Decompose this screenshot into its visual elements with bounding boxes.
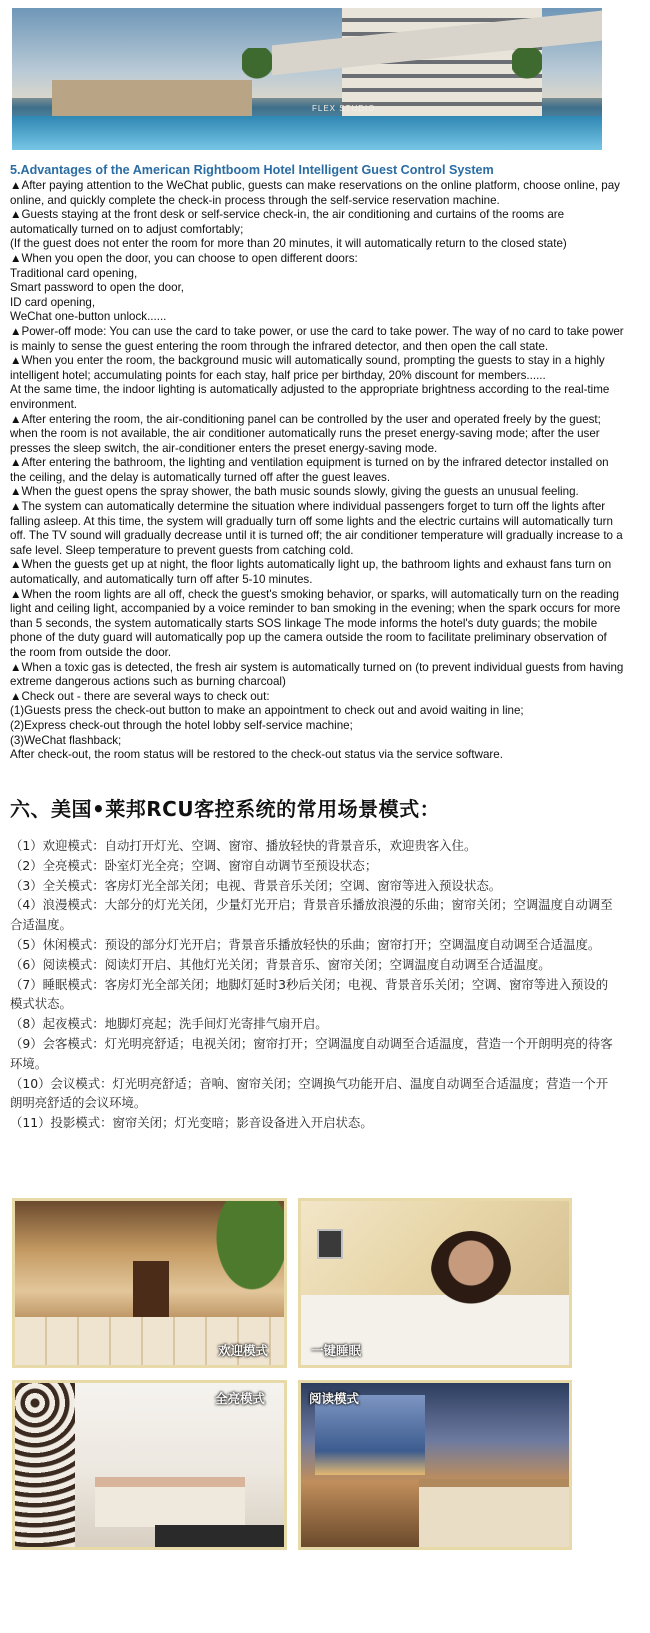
paragraph: ▲Power-off mode: You can use the card to take power, or use the card to take power. The way of no card to take power is mainly to sense the guest entering the room through the infrared detector, and then open the call state. [10,324,624,353]
scene-mode-item: （10）会议模式：灯光明亮舒适；音响、窗帘关闭；空调换气功能开启、温度自动调至合适温度；营造一个开朗明亮舒适的会议环境。 [10,1075,609,1111]
english-section [10,162,625,763]
hero-palm-tree [242,48,272,118]
hero-palm-tree [512,48,542,118]
hero-sign: FLEX STUDIO [312,104,376,113]
hero-pool [12,116,602,150]
reading-mode-caption: 阅读模式 [309,1391,360,1406]
elevator-door [133,1261,169,1319]
paragraph: ▲When you enter the room, the background music will automatically sound, prompting the guests to stay in a highly intelligent hotel; accumulating points for each stay, half price per birthday, 20% discount for members...... [10,354,605,382]
paragraph: (2)Express check-out through the hotel lobby self-service machine; [10,718,353,732]
paragraph: (If the guest does not enter the room for more than 20 minutes, it will automatically return to the closed state) [10,237,567,251]
scene-mode-item: （9）会客模式：灯光明亮舒适；电视关闭；窗帘打开；空调温度自动调至合适温度，营造一个开朗明亮的待客环境。 [10,1035,613,1071]
hero-hotel-photo [12,8,602,150]
scene-mode-item: （3）全关模式：客房灯光全部关闭；电视、背景音乐关闭；空调、窗帘等进入预设状态。 [10,877,502,893]
scene-mode-item: （2）全亮模式：卧室灯光全亮；空调、窗帘自动调节至预设状态； [10,857,378,873]
paragraph: ▲Check out - there are several ways to check out: [10,689,270,703]
paragraph: ▲After paying attention to the WeChat public, guests can make reservations on the online platform, choose online, pay online, and quickly complete the check-in process through the self-service reservation machine. [10,179,620,207]
scene-mode-list [10,836,620,1133]
all-on-mode-caption: 全亮模式 [215,1391,266,1406]
sleep-mode-photo [298,1198,572,1368]
english-title: 5.Advantages of the American Rightboom Hotel Intelligent Guest Control System [10,163,494,177]
guest-person [431,1231,511,1311]
paragraph: At the same time, the indoor lighting is automatically adjusted to the appropriate brightness according to the real-time environment. [10,383,610,411]
paragraph: ▲When a toxic gas is detected, the fresh air system is automatically turned on (to prevent individual guests from having extreme dangerous actions such as burning charcoal) [10,660,624,689]
scene-mode-item: （6）阅读模式：阅读灯开启、其他灯光关闭；背景音乐、窗帘关闭；空调温度自动调至合适温度。 [10,956,551,972]
bed [95,1477,245,1527]
sleep-mode-caption: 一键睡眠 [311,1343,362,1358]
palm-plant [195,1201,287,1321]
paragraph: ▲When the room lights are all off, check the guest's smoking behavior, or sparks, will automatically turn on the reading light and ceiling light, accompanied by a voice reminder to ban smoking in the evening; when the spark occurs for more than 5 seconds, the system automatically starts SOS linkage The mode informs the hotel's duty guards; the mobile phone of the duty guard will automatically pop up the camera outside the room to facilitate preliminary observation of the room from outside the door. [10,587,621,659]
paragraph: (1)Guests press the check-out button to make an appointment to check out and avoid waiting in line; [10,704,524,718]
scene-mode-item: （4）浪漫模式：大部分的灯光关闭，少量灯光开启；背景音乐播放浪漫的乐曲；窗帘关闭；空调温度自动调至合适温度。 [10,897,613,933]
paragraph: ▲After entering the room, the air-conditioning panel can be controlled by the user and operated freely by the guest; when the room is not available, the air conditioner automatically runs the preset energy-saving mode; after the user presses the sleep switch, the air-conditioner enters the preset energy-saving mode. [10,412,601,455]
reading-mode-photo [298,1380,572,1550]
decorative-screen [15,1383,75,1550]
all-on-mode-photo [12,1380,287,1550]
scene-mode-item: （1）欢迎模式：自动打开灯光、空调、窗帘、播放轻快的背景音乐，欢迎贵客入住。 [10,838,477,853]
paragraph: WeChat one-button unlock...... [10,310,167,324]
scene-mode-item: （5）休闲模式：预设的部分灯光开启；背景音乐播放轻快的乐曲；窗帘打开；空调温度自动调至合适温度。 [10,936,601,952]
paragraph: ▲The system can automatically determine the situation where individual passengers forget to turn off the lights after falling asleep. At this time, the system will gradually turn off some lights and the electric curtains will automatically turn off. The TV sound will gradually decrease until it is turned off; the air conditioner temperature will gradually increase to a safe level. Sleep temperature to prevent guests from catching cold. [10,500,623,557]
switch-panel [317,1229,343,1259]
chinese-section-title: 六、美国•莱邦RCU客控系统的常用场景模式： [10,797,441,821]
welcome-mode-photo [12,1198,287,1368]
paragraph: (3)WeChat flashback; [10,733,122,747]
paragraph: Smart password to open the door, [10,281,185,295]
city-view-window [315,1395,425,1475]
rug [155,1525,287,1547]
paragraph: ▲Guests staying at the front desk or self-service check-in, the air conditioning and curtains of the rooms are automatically turned on to adjust comfortably; [10,208,565,236]
scene-mode-item: （8）起夜模式：地脚灯亮起；洗手间灯光寄排气扇开启。 [10,1016,328,1032]
scene-mode-item: （11）投影模式：窗帘关闭；灯光变暗；影音设备进入开启状态。 [10,1115,373,1131]
hero-wall [52,80,252,120]
paragraph: Traditional card opening, [10,266,138,280]
paragraph: ▲When you open the door, you can choose to open different doors: [10,251,358,265]
paragraph: After check-out, the room status will be restored to the check-out status via the service software. [10,748,503,762]
paragraph: ▲When the guests get up at night, the floor lights automatically light up, the bathroom lights and exhaust fans turn on automatically, and automatically turn off after 5-10 minutes. [10,558,612,587]
paragraph: ▲When the guest opens the spray shower, the bath music sounds slowly, giving the guests an unusual feeling. [10,485,579,499]
welcome-mode-caption: 欢迎模式 [217,1343,268,1358]
scene-mode-item: （7）睡眠模式：客房灯光全部关闭；地脚灯延时3秒后关闭；电视、背景音乐关闭；空调、窗帘等进入预设的模式状态。 [10,976,609,1012]
paragraph: ▲After entering the bathroom, the lighting and ventilation equipment is turned on by the infrared detector installed on the ceiling, and the delay is automatically turned off after the guest leaves. [10,456,609,484]
bed [419,1479,569,1547]
paragraph: ID card opening, [10,295,96,309]
